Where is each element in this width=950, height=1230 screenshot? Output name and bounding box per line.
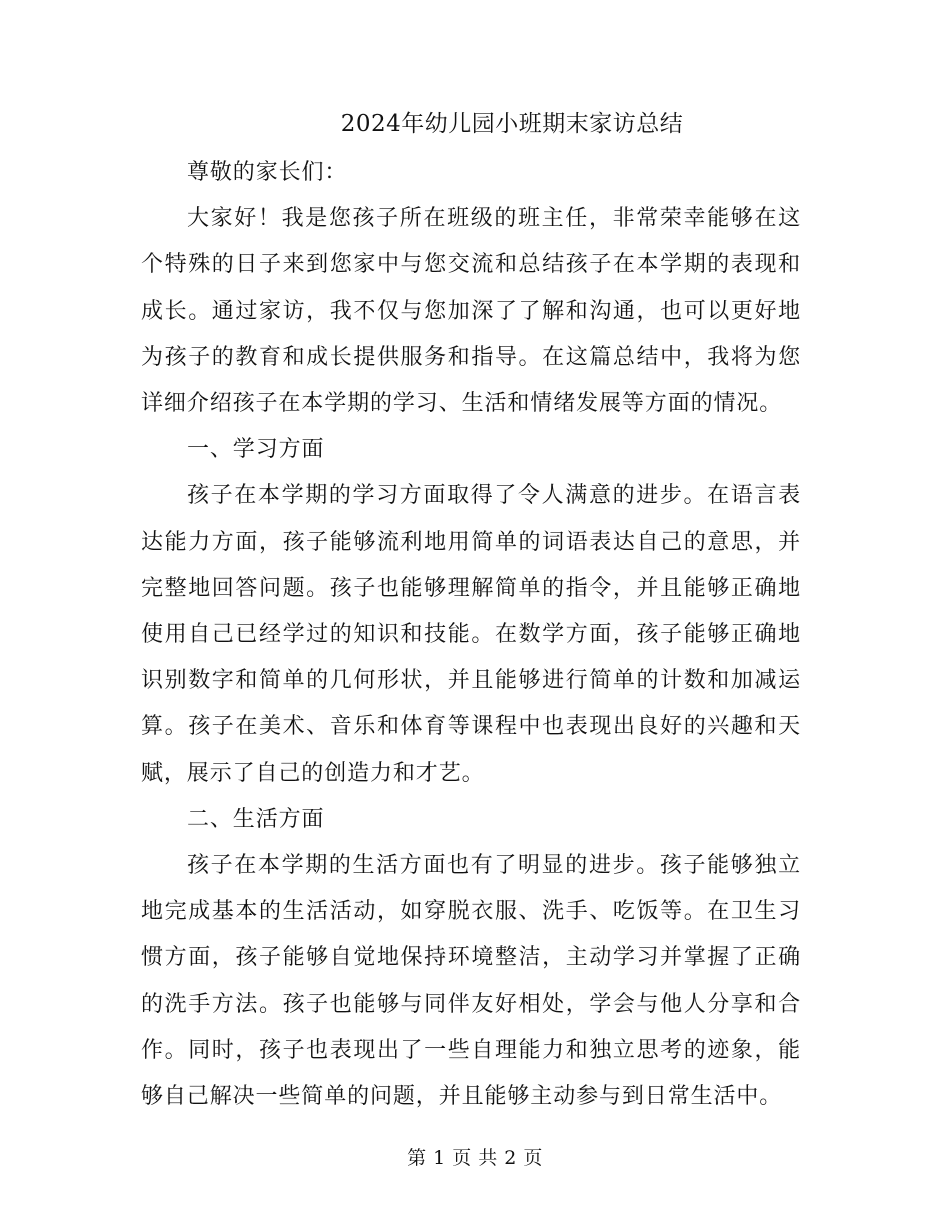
document-title: 2024年幼儿园小班期末家访总结	[340, 111, 684, 137]
page-number: 第 1 页 共 2 页	[407, 1147, 543, 1169]
section-heading-study: 一、学习方面	[187, 437, 325, 463]
salutation: 尊敬的家长们：	[187, 160, 348, 185]
document-body	[141, 150, 801, 1120]
section-heading-life: 二、生活方面	[187, 806, 325, 832]
life-paragraph: 孩子在本学期的生活方面也有了明显的进步。孩子能够独立地完成基本的生活活动，如穿脱衣服、洗手、吃饭等。在卫生习惯方面，孩子能够自觉地保持环境整洁，主动学习并掌握了正确的洗手方法。孩子也能够与同伴友好相处，学会与他人分享和合作。同时，孩子也表现出了一些自理能力和独立思考的迹象，能够自己解决一些简单的问题，并且能够主动参与到日常生活中。	[141, 853, 801, 1110]
study-paragraph: 孩子在本学期的学习方面取得了令人满意的进步。在语言表达能力方面，孩子能够流利地用简单的词语表达自己的意思，并完整地回答问题。孩子也能够理解简单的指令，并且能够正确地使用自己已经学过的知识和技能。在数学方面，孩子能够正确地识别数字和简单的几何形状，并且能够进行简单的计数和加减运算。孩子在美术、音乐和体育等课程中也表现出良好的兴趣和天赋，展示了自己的创造力和才艺。	[141, 483, 801, 786]
intro-paragraph: 大家好！我是您孩子所在班级的班主任，非常荣幸能够在这个特殊的日子来到您家中与您交流和总结孩子在本学期的表现和成长。通过家访，我不仅与您加深了了解和沟通，也可以更好地为孩子的教育和成长提供服务和指导。在这篇总结中，我将为您详细介绍孩子在本学期的学习、生活和情绪发展等方面的情况。	[141, 206, 801, 417]
